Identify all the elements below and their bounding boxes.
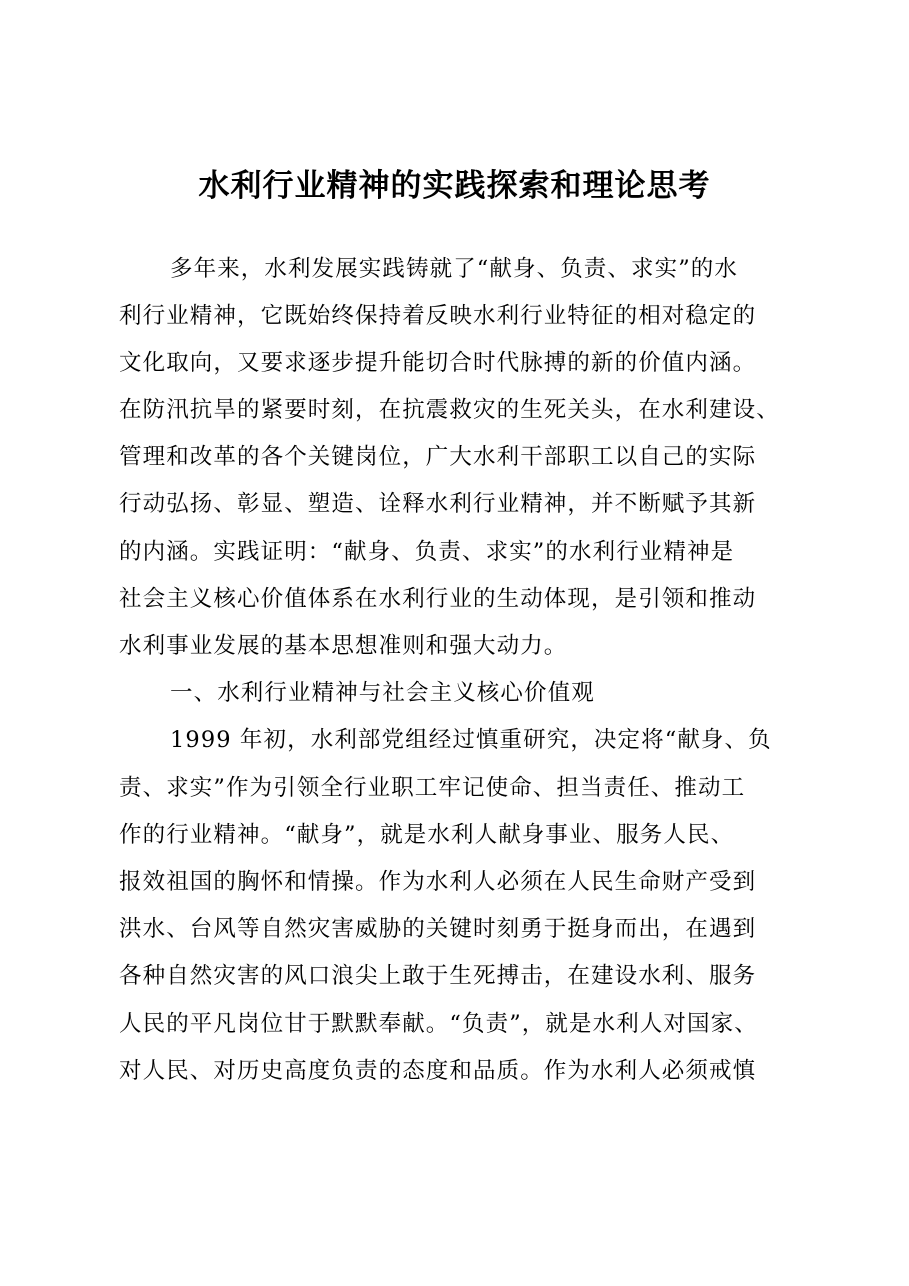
paragraph-line: 利行业精神，它既始终保持着反映水利行业特征的相对稳定的: [119, 303, 757, 329]
paragraph-line: 水利事业发展的基本思想准则和强大动力。: [119, 633, 568, 659]
paragraph-line: 文化取向，又要求逐步提升能切合时代脉搏的新的价值内涵。: [119, 350, 757, 376]
section-heading: 一、水利行业精神与社会主义核心价值观: [170, 680, 595, 706]
paragraph-line: 的内涵。实践证明：“献身、负责、求实”的水利行业精神是: [119, 539, 735, 565]
paragraph-line: 对人民、对历史高度负责的态度和品质。作为水利人必须戒慎: [119, 1058, 757, 1084]
paragraph-line: 管理和改革的各个关键岗位，广大水利干部职工以自己的实际: [119, 444, 757, 470]
document-title: 水利行业精神的实践探索和理论思考: [198, 168, 711, 204]
paragraph-line: 社会主义核心价值体系在水利行业的生动体现，是引领和推动: [119, 586, 757, 612]
paragraph-line: 人民的平凡岗位甘于默默奉献。“负责”，就是水利人对国家、: [119, 1011, 758, 1037]
paragraph-line: 各种自然灾害的风口浪尖上敢于生死搏击，在建设水利、服务: [119, 963, 757, 989]
paragraph-line: 行动弘扬、彰显、塑造、诠释水利行业精神，并不断赋予其新: [119, 491, 757, 517]
paragraph-line: 在防汛抗旱的紧要时刻，在抗震救灾的生死关头，在水利建设、: [119, 397, 780, 423]
paragraph-line: 洪水、台风等自然灾害威胁的关键时刻勇于挺身而出，在遇到: [119, 916, 757, 942]
paragraph-line: 责、求实”作为引领全行业职工牢记使命、担当责任、推动工: [119, 775, 746, 801]
paragraph-line: 报效祖国的胸怀和情操。作为水利人必须在人民生命财产受到: [119, 869, 757, 895]
paragraph-line: 作的行业精神。“献身”，就是水利人献身事业、服务人民、: [119, 822, 735, 848]
paragraph-line: 1999 年初，水利部党组经过慎重研究，决定将“献身、负: [170, 727, 772, 753]
paragraph-line: 多年来，水利发展实践铸就了“献身、负责、求实”的水: [170, 256, 739, 282]
